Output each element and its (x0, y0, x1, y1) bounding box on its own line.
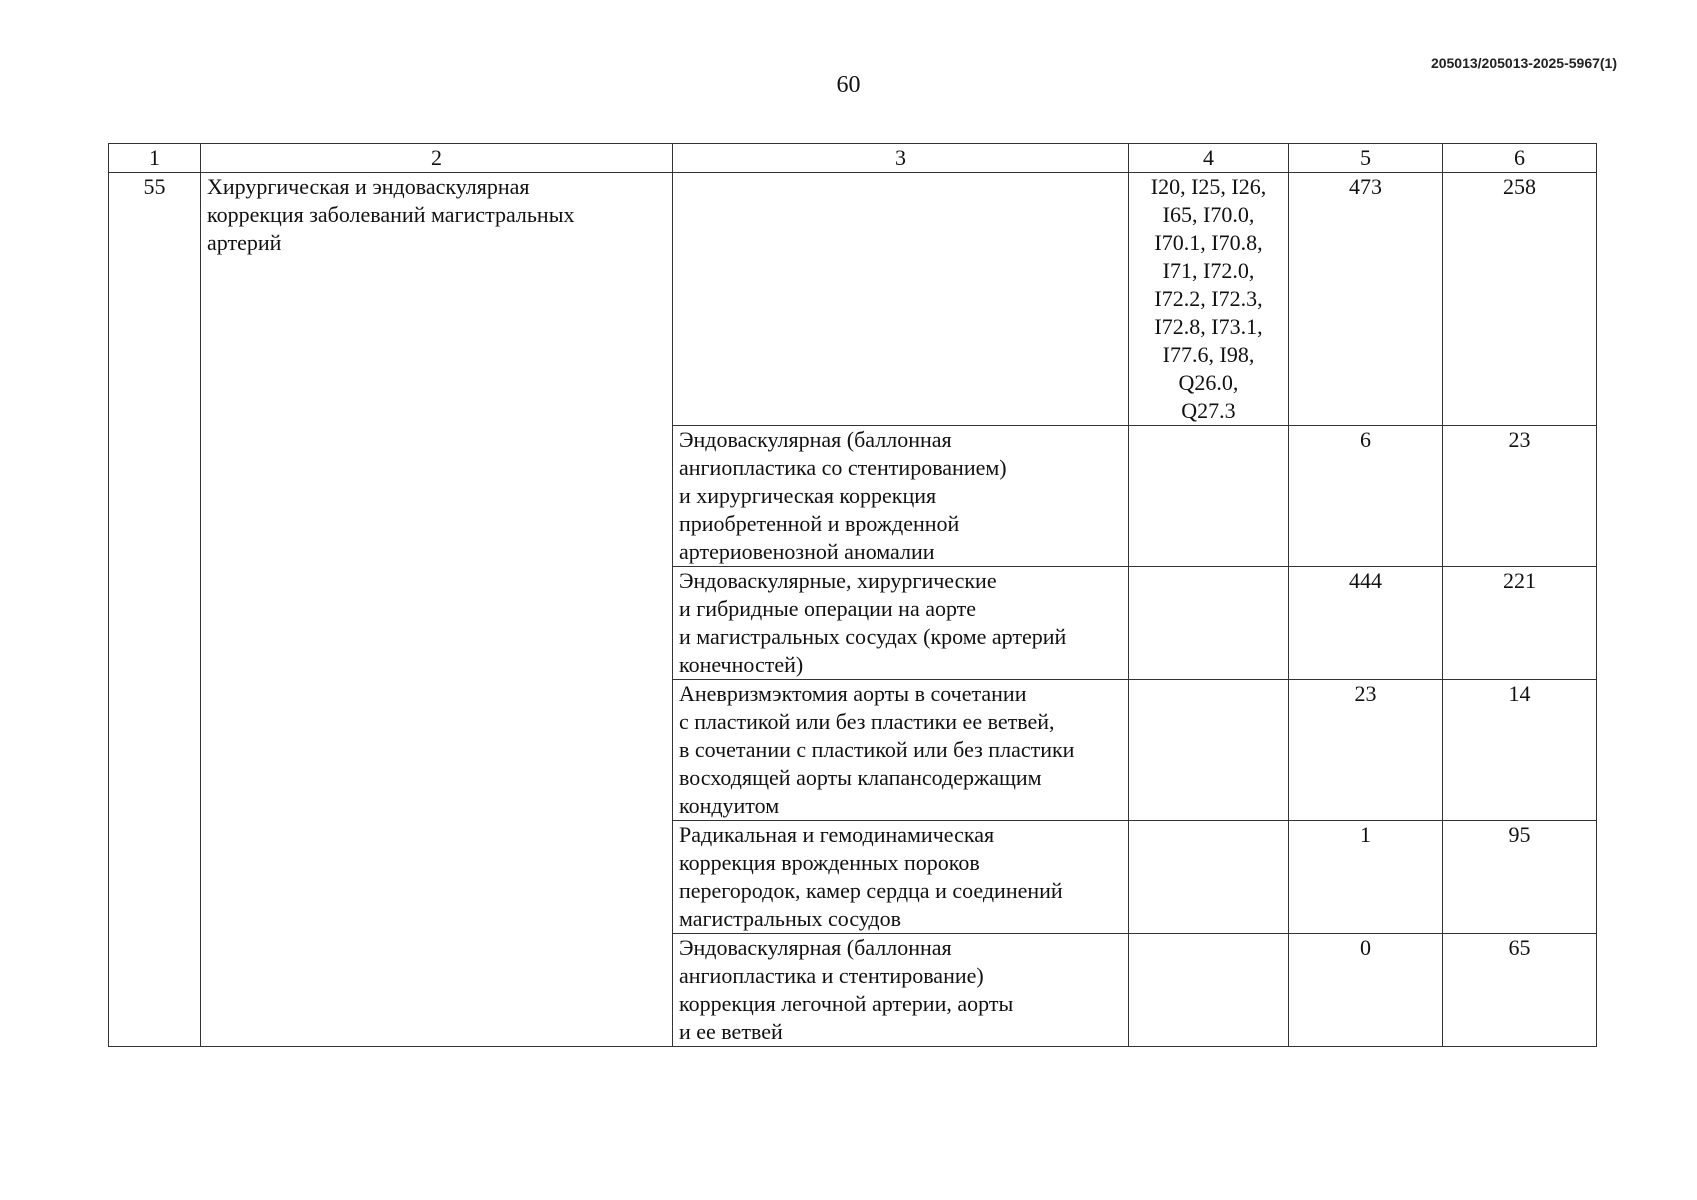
data-table (108, 143, 1597, 1047)
value-cell-col6: 258 (1443, 173, 1597, 426)
page-number: 60 (836, 72, 861, 98)
column-header-6: 6 (1443, 144, 1597, 173)
method-cell: Радикальная и гемодинамическая коррекция врожденных пороков перегородок, камер сердца и соединений магистральных сосудов (673, 821, 1129, 934)
column-header-5: 5 (1289, 144, 1443, 173)
value-cell-col5: 0 (1289, 934, 1443, 1047)
value-cell-col6: 23 (1443, 426, 1597, 567)
method-cell: Аневризмэктомия аорты в сочетании с пластикой или без пластики ее ветвей, в сочетании с пластикой или без пластики восходящей аорты клапансодержащим кондуитом (673, 680, 1129, 821)
column-header-4: 4 (1129, 144, 1289, 173)
codes-cell: I20, I25, I26, I65, I70.0, I70.1, I70.8, I71, I72.0, I72.2, I72.3, I72.8, I73.1, I77.6, I98, Q26.0, Q27.3 (1129, 173, 1289, 426)
codes-cell (1129, 680, 1289, 821)
value-cell-col6: 95 (1443, 821, 1597, 934)
method-cell: Эндоваскулярная (баллонная ангиопластика и стентирование) коррекция легочной артерии, аорты и ее ветвей (673, 934, 1129, 1047)
method-cell: Эндоваскулярные, хирургические и гибридные операции на аорте и магистральных сосудах (кроме артерий конечностей) (673, 567, 1129, 680)
value-cell-col5: 473 (1289, 173, 1443, 426)
method-cell (673, 173, 1129, 426)
document-id: 205013/205013-2025-5967(1) (1430, 55, 1617, 71)
value-cell-col6: 14 (1443, 680, 1597, 821)
codes-cell (1129, 567, 1289, 680)
table-row (109, 173, 1597, 426)
value-cell-col5: 1 (1289, 821, 1443, 934)
header-row (109, 144, 1597, 173)
column-header-1: 1 (109, 144, 201, 173)
value-cell-col5: 444 (1289, 567, 1443, 680)
value-cell-col6: 221 (1443, 567, 1597, 680)
group-number: 55 (109, 173, 201, 1047)
value-cell-col5: 23 (1289, 680, 1443, 821)
codes-cell (1129, 426, 1289, 567)
column-header-2: 2 (201, 144, 673, 173)
value-cell-col5: 6 (1289, 426, 1443, 567)
value-cell-col6: 65 (1443, 934, 1597, 1047)
column-header-3: 3 (673, 144, 1129, 173)
codes-cell (1129, 934, 1289, 1047)
method-cell: Эндоваскулярная (баллонная ангиопластика со стентированием) и хирургическая коррекция приобретенной и врожденной артериовенозной аномалии (673, 426, 1129, 567)
group-name: Хирургическая и эндоваскулярная коррекция заболеваний магистральных артерий (201, 173, 673, 1047)
codes-cell (1129, 821, 1289, 934)
